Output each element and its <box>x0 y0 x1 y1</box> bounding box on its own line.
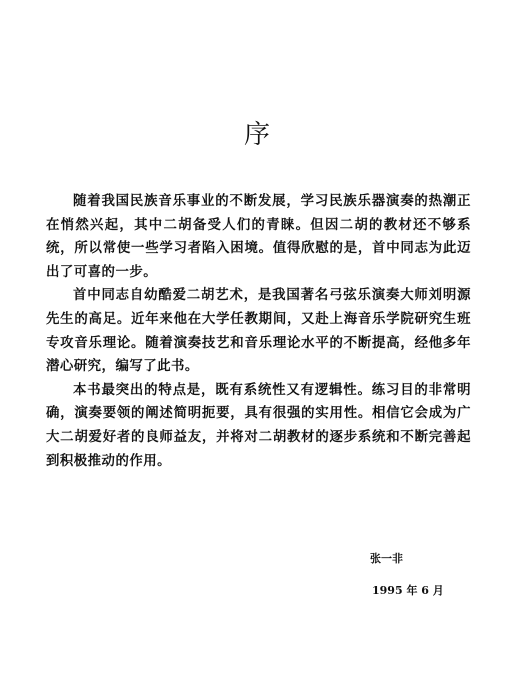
signature-date: 1995 年 6 月 <box>372 584 444 597</box>
author-signature: 张一非 <box>370 552 403 565</box>
preface-body <box>46 190 471 473</box>
paragraph-2: 首中同志自幼酷爱二胡艺术，是我国著名弓弦乐演奏大师刘明源先生的高足。近年来他在大学任教期间，又赴上海音乐学院研究生班专攻音乐理论。随着演奏技艺和音乐理论水平的不断提高，经他多年潜心研究，编写了此书。 <box>46 287 471 375</box>
preface-title: 序 <box>243 120 270 150</box>
paragraph-1: 随着我国民族音乐事业的不断发展，学习民族乐器演奏的热潮正在悄然兴起，其中二胡备受人们的青睐。但因二胡的教材还不够系统，所以常使一些学习者陷入困境。值得欣慰的是，首中同志为此迈出了可喜的一步。 <box>46 193 471 280</box>
paragraph-3: 本书最突出的特点是，既有系统性又有逻辑性。练习目的非常明确，演奏要领的阐述简明扼要，具有很强的实用性。相信它会成为广大二胡爱好者的良师益友，并将对二胡教材的逐步系统和不断完善起到积极推动的作用。 <box>46 381 471 469</box>
